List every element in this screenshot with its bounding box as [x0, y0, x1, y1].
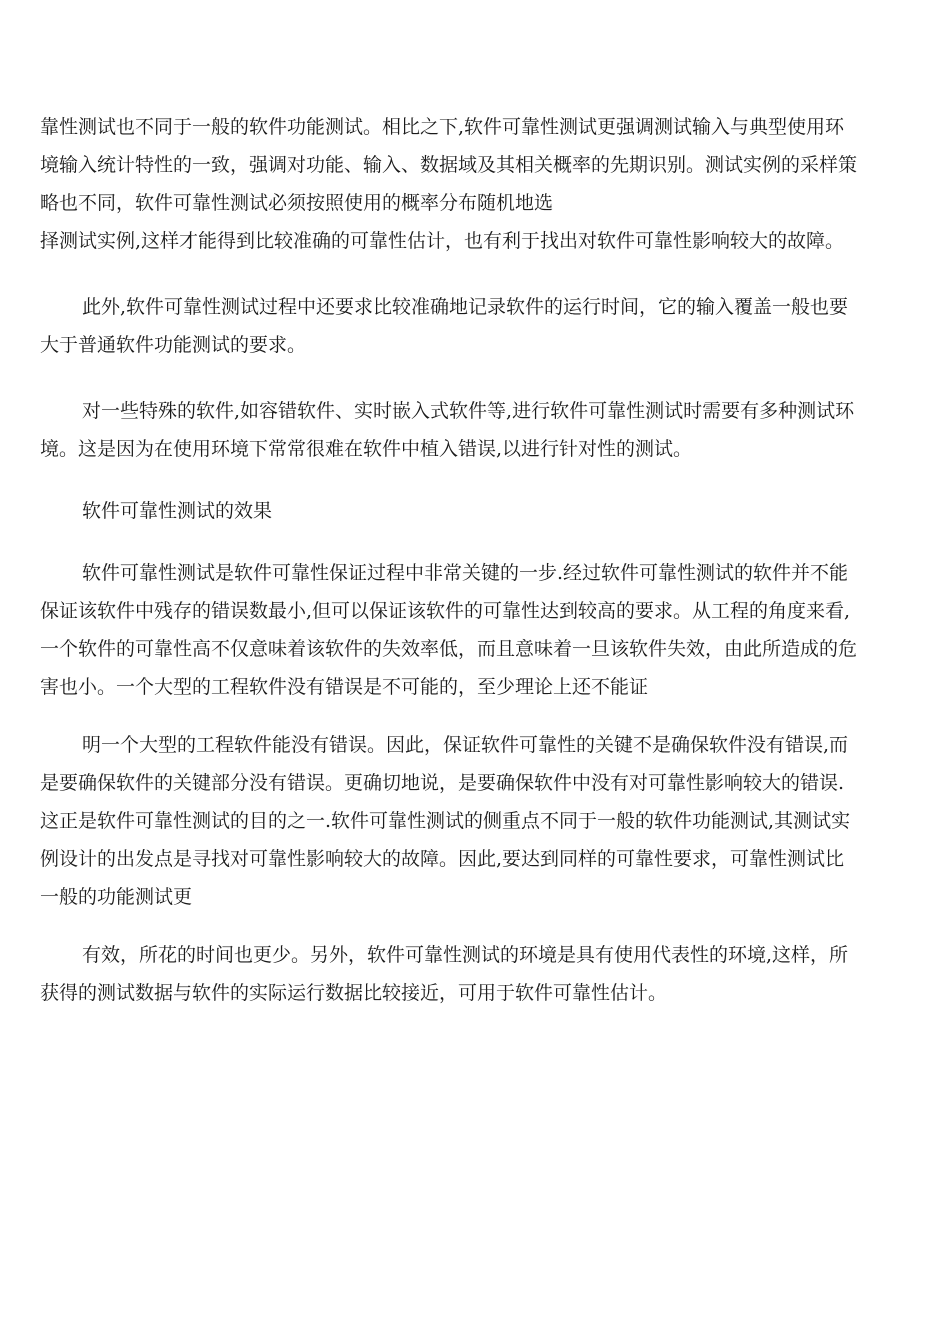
text-line: 此外,软件可靠性测试过程中还要求比较准确地记录软件的运行时间，它的输入覆盖一般也要	[82, 296, 849, 318]
text-line: 略也不同，软件可靠性测试必须按照使用的概率分布随机地选	[40, 192, 554, 214]
text-line: 择测试实例,这样才能得到比较准确的可靠性估计，也有利于找出对软件可靠性影响较大的故障。	[40, 230, 845, 252]
paragraph	[40, 554, 912, 706]
text-line: 软件可靠性测试是软件可靠性保证过程中非常关键的一步.经过软件可靠性测试的软件并不能	[82, 562, 849, 584]
paragraph	[40, 936, 912, 1012]
text-line: 对一些特殊的软件,如容错软件、实时嵌入式软件等,进行软件可靠性测试时需要有多种测试环	[82, 400, 855, 422]
paragraph	[40, 726, 912, 916]
section-heading	[40, 492, 912, 530]
text-line: 是要确保软件的关键部分没有错误。更确切地说，是要确保软件中没有对可靠性影响较大的错误.	[40, 772, 845, 794]
text-line: 一个软件的可靠性高不仅意味着该软件的失效率低，而且意味着一旦该软件失效，由此所造成的危	[40, 638, 858, 660]
paragraph	[40, 392, 912, 468]
text-line: 境。这是因为在使用环境下常常很难在软件中植入错误,以进行针对性的测试。	[40, 438, 693, 460]
text-line: 大于普通软件功能测试的要求。	[40, 334, 307, 356]
text-line: 一般的功能测试更	[40, 886, 193, 908]
text-line: 有效，所花的时间也更少。另外，软件可靠性测试的环境是具有使用代表性的环境,这样，所	[82, 944, 849, 966]
text-line: 例设计的出发点是寻找对可靠性影响较大的故障。因此,要达到同样的可靠性要求，可靠性测试比	[40, 848, 845, 870]
text-line: 靠性测试也不同于一般的软件功能测试。相比之下,软件可靠性测试更强调测试输入与典型使用环	[40, 116, 845, 138]
document-page	[40, 108, 912, 1012]
paragraph	[40, 288, 912, 364]
paragraph	[40, 108, 912, 222]
text-line: 保证该软件中残存的错误数最小,但可以保证该软件的可靠性达到较高的要求。从工程的角度来看,	[40, 600, 851, 622]
text-line: 获得的测试数据与软件的实际运行数据比较接近，可用于软件可靠性估计。	[40, 982, 668, 1004]
text-line: 害也小。一个大型的工程软件没有错误是不可能的，至少理论上还不能证	[40, 676, 649, 698]
heading-text: 软件可靠性测试的效果	[82, 500, 273, 522]
paragraph	[40, 222, 912, 260]
text-line: 明一个大型的工程软件能没有错误。因此，保证软件可靠性的关键不是确保软件没有错误,而	[82, 734, 849, 756]
text-line: 境输入统计特性的一致，强调对功能、输入、数据域及其相关概率的先期识别。测试实例的采样策	[40, 154, 858, 176]
text-line: 这正是软件可靠性测试的目的之一.软件可靠性测试的侧重点不同于一般的软件功能测试,其测试实	[40, 810, 851, 832]
